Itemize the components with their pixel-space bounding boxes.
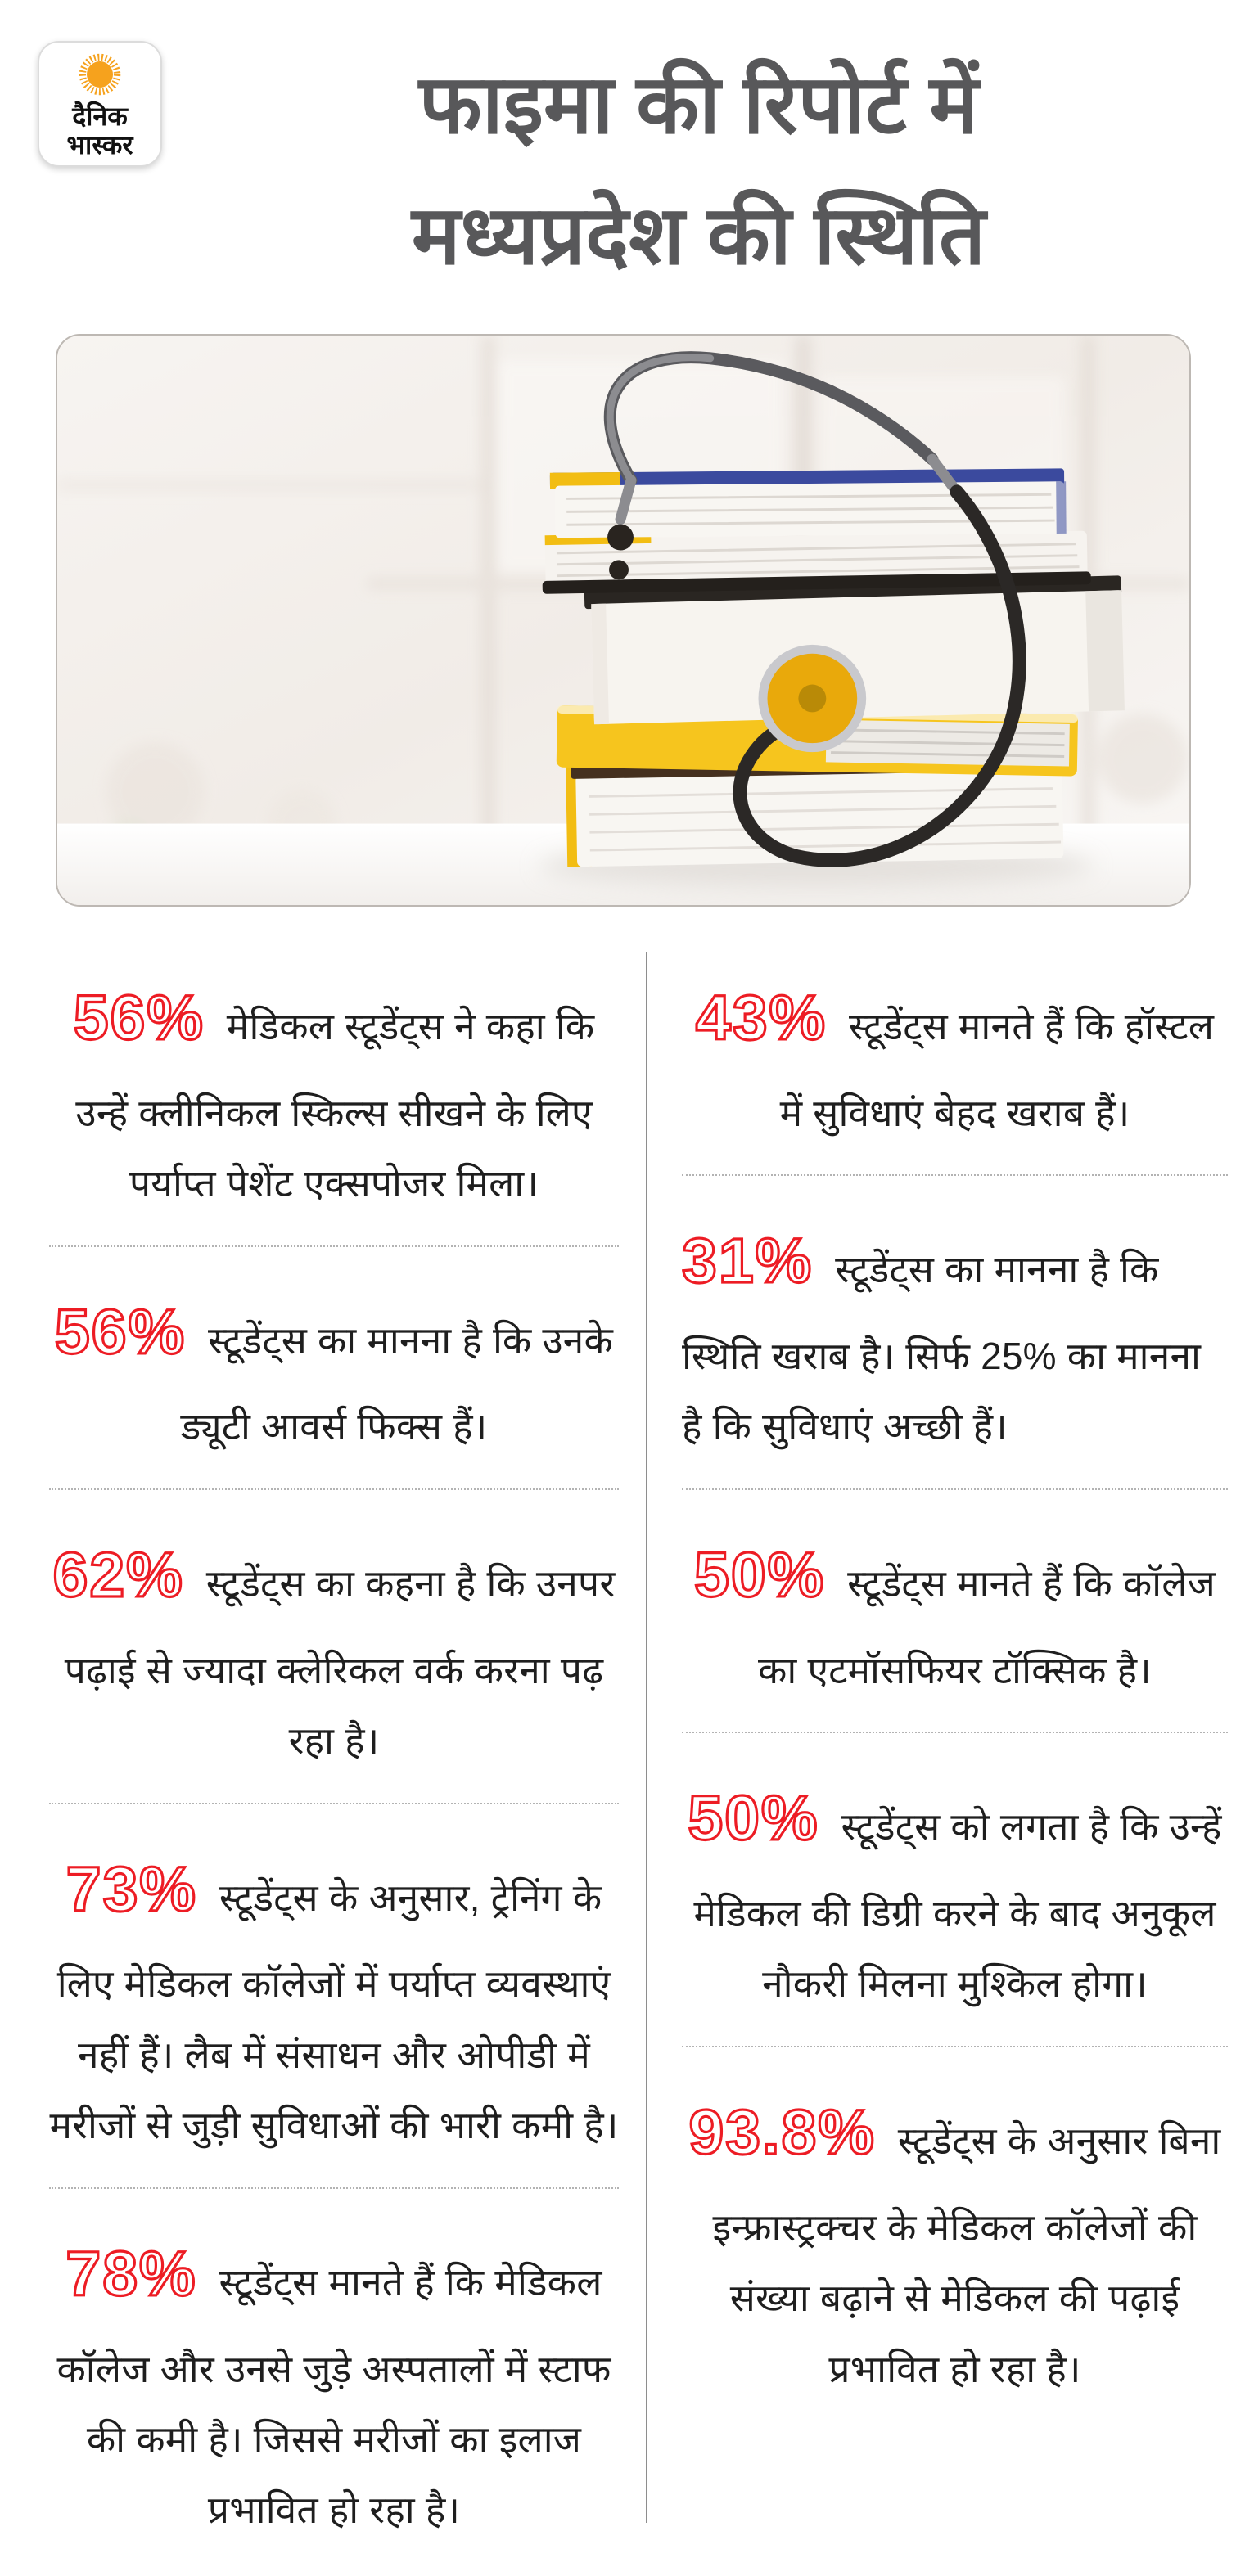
stat-percent: 93.8%	[688, 2096, 876, 2168]
stat-text: स्टूडेंट्स मानते हैं कि हॉस्टल में सुविधाएं बेहद खराब हैं।	[779, 1005, 1215, 1134]
stat-percent: 50%	[694, 1539, 826, 1610]
stats-column-right	[682, 949, 1228, 2404]
dotted-divider	[49, 2187, 619, 2189]
stat-item	[49, 2215, 619, 2546]
stat-text: स्टूडेंट्स का मानना है कि स्थिति खराब है। सिर्फ 25% का मानना है कि सुविधाएं अच्छी हैं।	[682, 1248, 1202, 1448]
page-title	[172, 39, 1225, 301]
stats-column-left	[49, 949, 619, 2546]
stat-text: स्टूडेंट्स मानते हैं कि मेडिकल कॉलेज और उनसे जुड़े अस्पतालों में स्टाफ की कमी है। जिससे मरीजों का इलाज प्रभावित हो रहा है।	[56, 2260, 611, 2532]
logo-text-line1: दैनिक	[72, 101, 128, 132]
stat-item	[49, 1516, 619, 1777]
stat-item	[49, 1273, 619, 1462]
stat-item	[49, 1831, 619, 2161]
stat-item	[682, 1516, 1228, 1705]
dotted-divider	[49, 1803, 619, 1804]
logo-text-line2: भास्कर	[66, 130, 133, 160]
dotted-divider	[682, 2046, 1228, 2047]
stat-item	[682, 2074, 1228, 2404]
books-stethoscope-photo	[56, 334, 1191, 907]
column-divider	[646, 952, 647, 2523]
stat-percent: 56%	[73, 983, 205, 1053]
stat-percent: 43%	[695, 983, 827, 1053]
stat-text: स्टूडेंट्स के अनुसार बिना इन्फ्रास्ट्रक्चर के मेडिकल कॉलेजों की संख्या बढ़ाने से मेडिकल की पढ़ाई प्रभावित हो रहा है।	[712, 2119, 1221, 2390]
stat-percent: 62%	[52, 1539, 184, 1610]
dotted-divider	[682, 1174, 1228, 1176]
stat-item	[682, 959, 1228, 1148]
books-illustration	[57, 336, 1189, 905]
stat-text: स्टूडेंट्स का कहना है कि उनपर पढ़ाई से ज्यादा क्लेरिकल वर्क करना पढ़ रहा है।	[64, 1561, 616, 1763]
stat-text: स्टूडेंट्स के अनुसार, ट्रेनिंग के लिए मेडिकल कॉलेजों में पर्याप्त व्यवस्थाएं नहीं हैं। लैब में संसाधन और ओपीडी में मरीजों से जुड़ी सुविधाओं की भारी कमी है।	[49, 1876, 619, 2147]
stat-percent: 50%	[688, 1783, 819, 1854]
sun-icon	[74, 48, 126, 101]
stat-percent: 73%	[65, 1853, 197, 1925]
dotted-divider	[682, 1488, 1228, 1490]
stat-item	[682, 1759, 1228, 2020]
dotted-divider	[49, 1245, 619, 1247]
stat-text: स्टूडेंट्स को लगता है कि उन्हें मेडिकल की डिग्री करने के बाद अनुकूल नौकरी मिलना मुश्किल होगा।	[693, 1805, 1222, 2006]
stat-item	[49, 959, 619, 1219]
dotted-divider	[49, 1488, 619, 1490]
stat-percent: 78%	[65, 2238, 197, 2309]
stat-text: स्टूडेंट्स का मानना है कि उनके ड्यूटी आवर्स फिक्स हैं।	[180, 1318, 614, 1448]
stat-percent: 31%	[682, 1226, 814, 1297]
stat-percent: 56%	[54, 1296, 187, 1367]
stat-text: मेडिकल स्टूडेंट्स ने कहा कि उन्हें क्लीनिकल स्किल्स सीखने के लिए पर्याप्त पेशेंट एक्सपोजर मिला।	[75, 1005, 595, 1205]
title-line1: फाइमा की रिपोर्ट में	[418, 59, 979, 151]
dainik-bhaskar-logo	[38, 41, 162, 167]
stat-item	[682, 1202, 1228, 1462]
title-line2: मध्यप्रदेश की स्थिति	[411, 190, 986, 281]
stat-text: स्टूडेंट्स मानते हैं कि कॉलेज का एटमॉसफियर टॉक्सिक है।	[758, 1561, 1216, 1691]
dotted-divider	[682, 1732, 1228, 1733]
